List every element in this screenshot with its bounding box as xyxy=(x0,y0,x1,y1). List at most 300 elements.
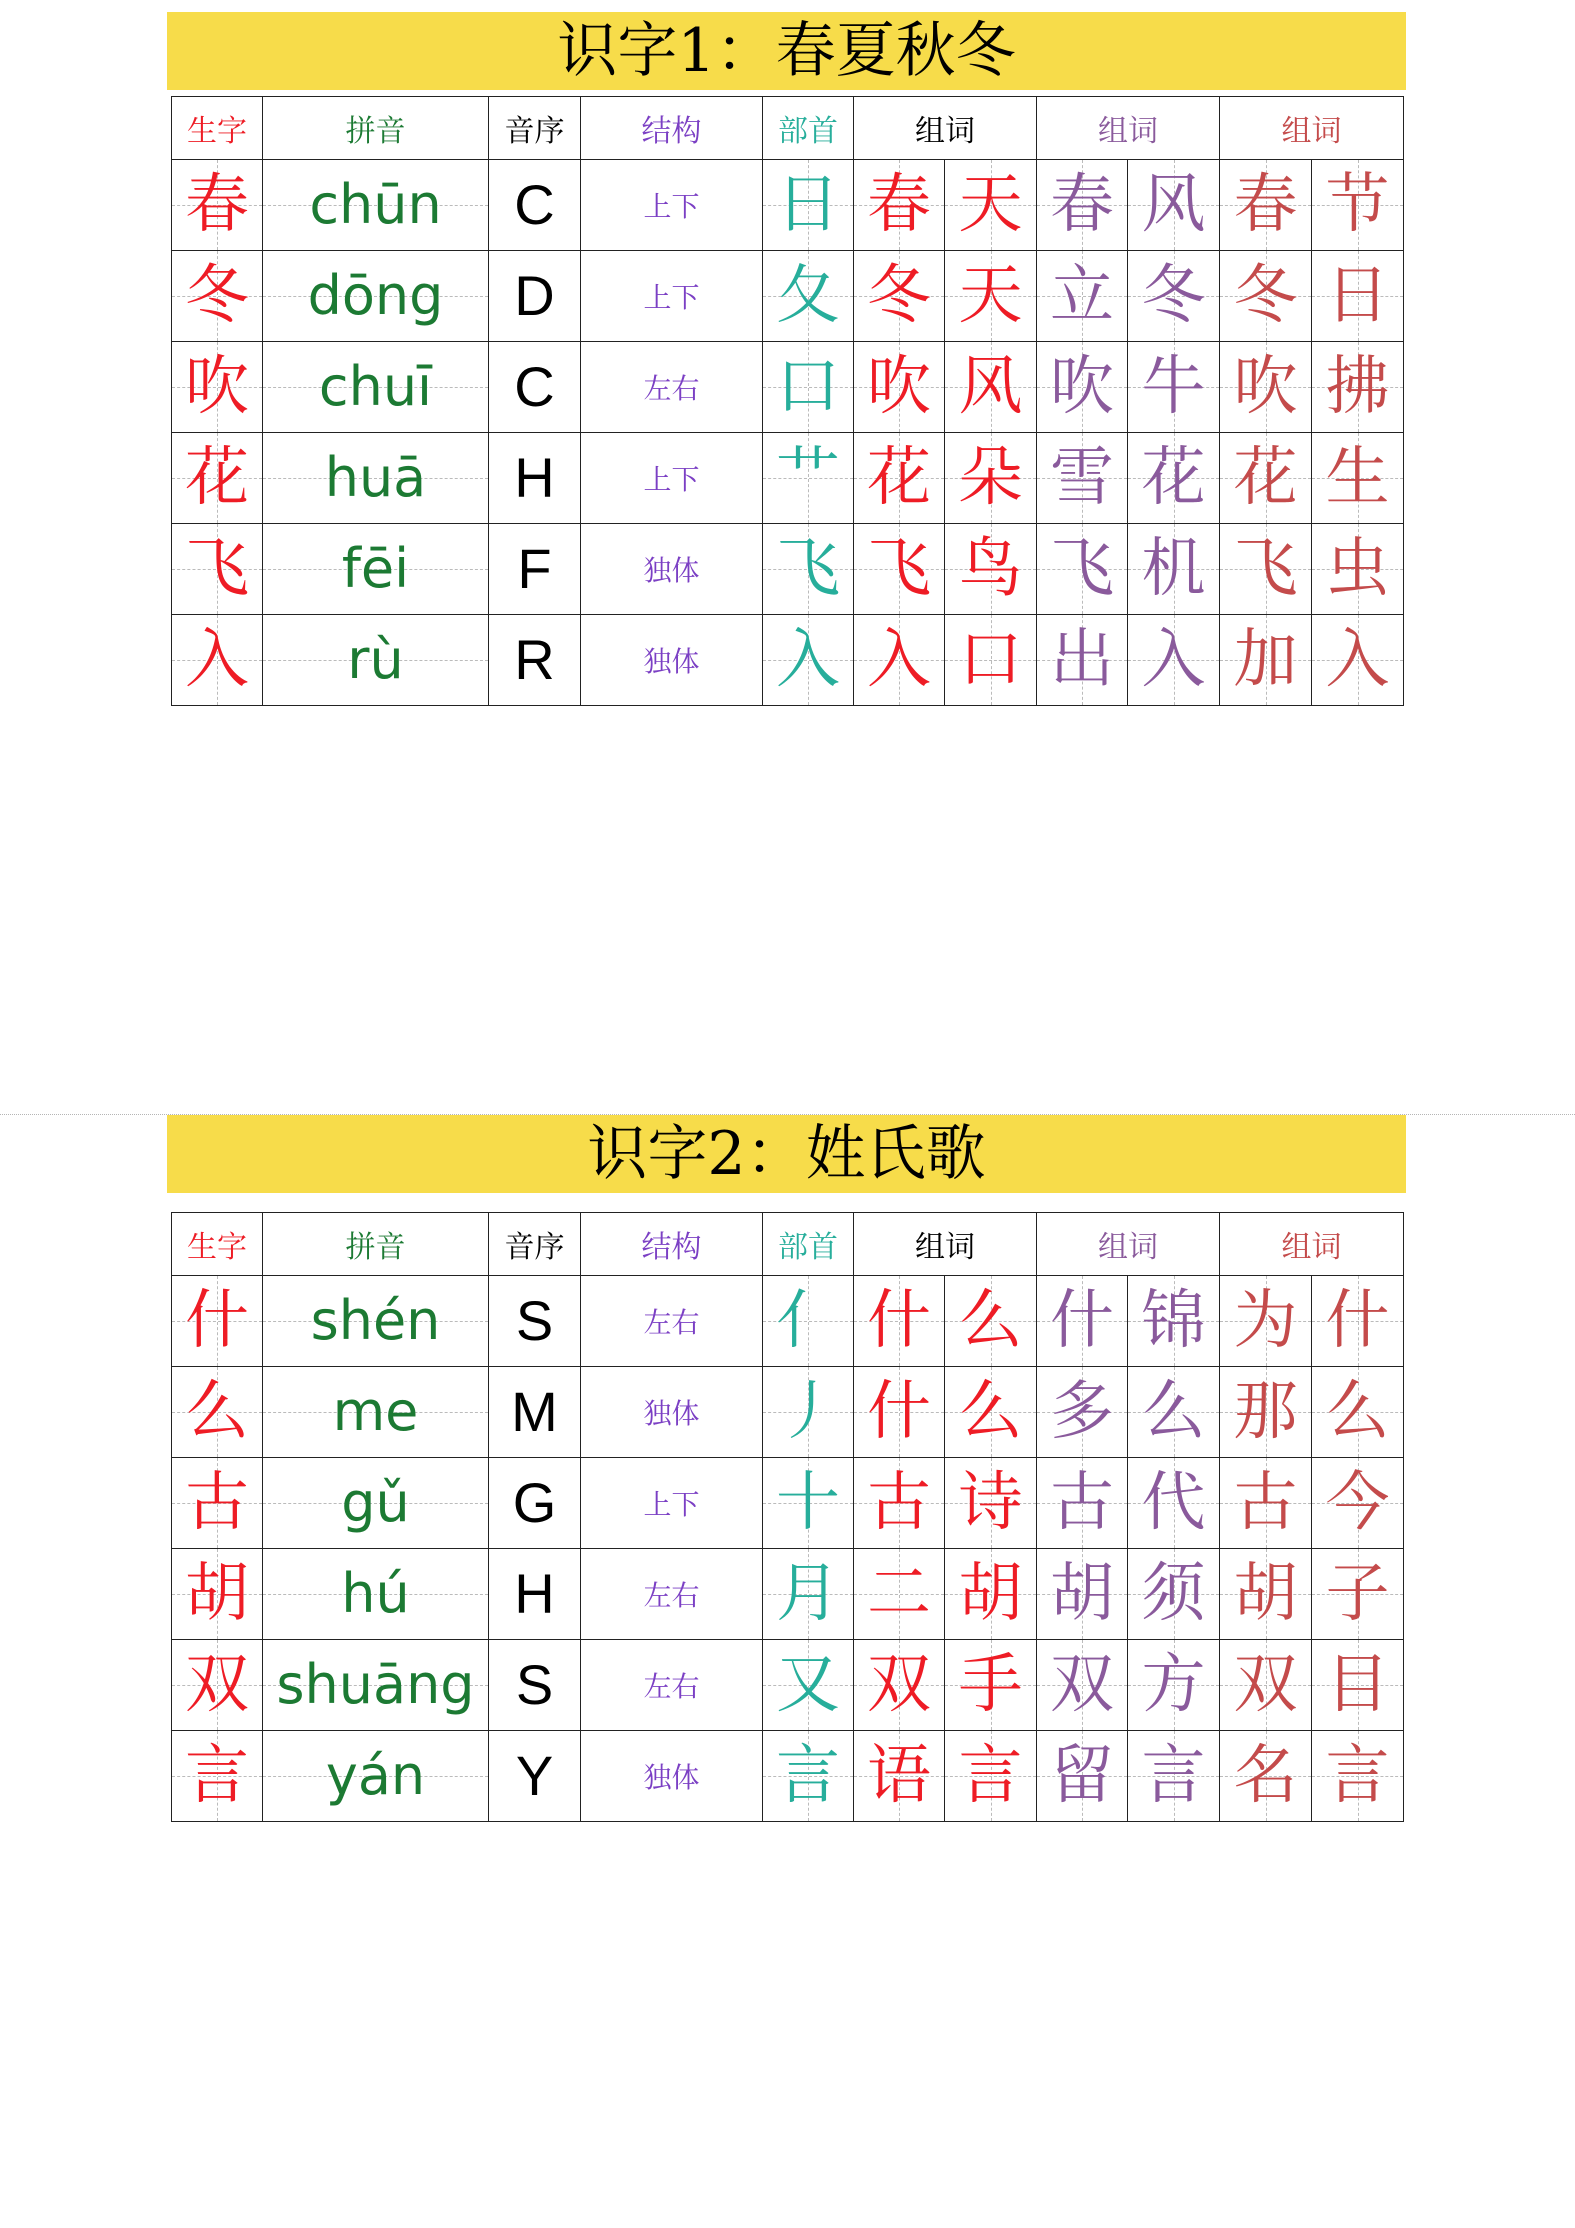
word2-char-1-text: 留 xyxy=(1050,1739,1114,1813)
pinyin-cell-text: shuāng xyxy=(276,1653,475,1716)
word1-char-2 xyxy=(945,433,1037,524)
order-cell xyxy=(489,1458,581,1549)
structure-cell xyxy=(581,160,763,251)
word2-char-1 xyxy=(1037,251,1128,342)
word3-char-1-text: 古 xyxy=(1233,1466,1298,1540)
order-cell xyxy=(489,433,581,524)
word2-char-1 xyxy=(1037,1549,1128,1640)
word2-char-1 xyxy=(1037,1731,1128,1822)
radical-cell xyxy=(763,524,854,615)
structure-cell xyxy=(581,1549,763,1640)
char-cell xyxy=(172,1640,263,1731)
structure-cell-text: 左右 xyxy=(643,1579,700,1612)
lesson-1-title: 识字1：春夏秋冬 xyxy=(557,16,1016,86)
table-row xyxy=(172,1367,1404,1458)
word2-char-2-text: 入 xyxy=(1141,623,1206,697)
radical-cell xyxy=(763,251,854,342)
word2-char-1 xyxy=(1037,1367,1128,1458)
word1-char-2 xyxy=(945,1731,1037,1822)
radical-cell-text: 日 xyxy=(776,168,840,242)
pinyin-cell xyxy=(263,1640,489,1731)
word2-char-2-text: 花 xyxy=(1141,441,1206,515)
pinyin-cell-text: dōng xyxy=(307,264,444,327)
header-structure xyxy=(581,97,763,160)
char-cell-text: 古 xyxy=(185,1466,249,1540)
header-char xyxy=(172,1213,263,1276)
structure-cell-text: 左右 xyxy=(643,1670,700,1703)
order-cell xyxy=(489,342,581,433)
word3-char-1-text: 胡 xyxy=(1233,1557,1298,1631)
radical-cell-text: 飞 xyxy=(776,532,840,606)
word2-char-2 xyxy=(1128,1276,1220,1367)
word1-char-1-text: 飞 xyxy=(867,532,931,606)
header-char xyxy=(172,97,263,160)
char-cell-text: 双 xyxy=(185,1648,249,1722)
char-cell-text: 花 xyxy=(185,441,249,515)
radical-cell-text: 亻 xyxy=(776,1284,840,1358)
word3-char-1 xyxy=(1220,433,1312,524)
header-order-text: 音序 xyxy=(504,1230,565,1265)
lesson-2-title-bar xyxy=(167,1115,1406,1193)
order-cell-text: H xyxy=(514,1562,555,1625)
word2-char-2 xyxy=(1128,342,1220,433)
word3-char-2-text: 拂 xyxy=(1325,350,1390,424)
pinyin-cell xyxy=(263,524,489,615)
word3-char-1-text: 加 xyxy=(1233,623,1298,697)
word3-char-1 xyxy=(1220,1731,1312,1822)
table-row xyxy=(172,342,1404,433)
table-row xyxy=(172,1549,1404,1640)
structure-cell-text: 独体 xyxy=(643,645,700,678)
radical-cell xyxy=(763,342,854,433)
char-cell-text: 吹 xyxy=(185,350,249,424)
pinyin-cell-text: yán xyxy=(325,1744,426,1807)
word2-char-2 xyxy=(1128,1549,1220,1640)
word3-char-1 xyxy=(1220,342,1312,433)
word3-char-1 xyxy=(1220,615,1312,706)
order-cell xyxy=(489,1367,581,1458)
word2-char-1 xyxy=(1037,1276,1128,1367)
pinyin-cell xyxy=(263,1731,489,1822)
word2-char-2 xyxy=(1128,251,1220,342)
structure-cell-text: 左右 xyxy=(643,372,700,405)
header-pinyin xyxy=(263,1213,489,1276)
char-cell xyxy=(172,160,263,251)
order-cell xyxy=(489,524,581,615)
word3-char-2-text: 子 xyxy=(1325,1557,1390,1631)
header-words-1 xyxy=(854,1213,1037,1276)
header-pinyin-text: 拼音 xyxy=(345,1230,406,1265)
structure-cell-text: 上下 xyxy=(643,190,700,223)
pinyin-cell-text: rù xyxy=(347,628,404,691)
radical-cell-text: 十 xyxy=(776,1466,840,1540)
structure-cell xyxy=(581,251,763,342)
word3-char-1-text: 名 xyxy=(1233,1739,1298,1813)
word2-char-2-text: 锦 xyxy=(1141,1284,1206,1358)
word3-char-2-text: 日 xyxy=(1325,259,1390,333)
header-words-2 xyxy=(1037,1213,1220,1276)
word1-char-2-text: 朵 xyxy=(958,441,1023,515)
structure-cell xyxy=(581,1367,763,1458)
structure-cell-text: 上下 xyxy=(643,463,700,496)
word2-char-2-text: 牛 xyxy=(1141,350,1206,424)
order-cell xyxy=(489,251,581,342)
word2-char-1 xyxy=(1037,160,1128,251)
char-cell-text: 春 xyxy=(185,168,249,242)
lesson-1-table xyxy=(171,96,1404,706)
header-row xyxy=(172,1213,1404,1276)
word1-char-1 xyxy=(854,1458,945,1549)
word3-char-2-text: 今 xyxy=(1325,1466,1390,1540)
radical-cell-text: 艹 xyxy=(776,441,840,515)
word3-char-1 xyxy=(1220,1458,1312,1549)
header-words-2-text: 组词 xyxy=(1098,114,1158,149)
pinyin-cell-text: fēi xyxy=(341,537,410,600)
word2-char-1-text: 多 xyxy=(1050,1375,1114,1449)
order-cell xyxy=(489,615,581,706)
pinyin-cell xyxy=(263,342,489,433)
word1-char-1-text: 语 xyxy=(867,1739,931,1813)
pinyin-cell-text: chuī xyxy=(318,355,433,418)
word1-char-2 xyxy=(945,160,1037,251)
order-cell-text: D xyxy=(514,264,555,327)
char-cell xyxy=(172,1276,263,1367)
word2-char-1-text: 飞 xyxy=(1050,532,1114,606)
word3-char-1-text: 花 xyxy=(1233,441,1298,515)
order-cell-text: G xyxy=(512,1471,557,1534)
word1-char-2-text: 么 xyxy=(958,1375,1023,1449)
pinyin-cell-text: gǔ xyxy=(341,1471,410,1534)
header-words-1 xyxy=(854,97,1037,160)
header-words-3-text: 组词 xyxy=(1281,114,1342,149)
header-structure xyxy=(581,1213,763,1276)
char-cell-text: 冬 xyxy=(185,259,249,333)
order-cell-text: F xyxy=(517,537,552,600)
radical-cell xyxy=(763,433,854,524)
word3-char-2-text: 目 xyxy=(1325,1648,1390,1722)
word1-char-1 xyxy=(854,342,945,433)
radical-cell-text: 丿 xyxy=(776,1375,840,1449)
word2-char-1 xyxy=(1037,433,1128,524)
structure-cell xyxy=(581,615,763,706)
pinyin-cell-text: hú xyxy=(341,1562,410,1625)
radical-cell xyxy=(763,1731,854,1822)
word1-char-2 xyxy=(945,615,1037,706)
char-cell xyxy=(172,1458,263,1549)
lesson-2-table xyxy=(171,1212,1404,1822)
order-cell-text: R xyxy=(514,628,555,691)
header-words-1-text: 组词 xyxy=(915,1230,975,1265)
word1-char-2 xyxy=(945,1458,1037,1549)
word1-char-1 xyxy=(854,251,945,342)
radical-cell xyxy=(763,1367,854,1458)
word3-char-2-text: 言 xyxy=(1325,1739,1390,1813)
radical-cell xyxy=(763,1640,854,1731)
order-cell-text: Y xyxy=(515,1744,554,1807)
word3-char-1 xyxy=(1220,524,1312,615)
header-words-1-text: 组词 xyxy=(915,114,975,149)
word1-char-1 xyxy=(854,615,945,706)
word2-char-2-text: 冬 xyxy=(1141,259,1206,333)
order-cell xyxy=(489,1640,581,1731)
pinyin-cell xyxy=(263,1458,489,1549)
header-words-3 xyxy=(1220,97,1404,160)
word1-char-1 xyxy=(854,160,945,251)
pinyin-cell-text: shén xyxy=(310,1289,441,1352)
word3-char-2-text: 节 xyxy=(1325,168,1390,242)
table-row xyxy=(172,433,1404,524)
radical-cell-text: 言 xyxy=(776,1739,840,1813)
word2-char-1 xyxy=(1037,1458,1128,1549)
table-row xyxy=(172,1640,1404,1731)
word3-char-1-text: 那 xyxy=(1233,1375,1298,1449)
word1-char-1 xyxy=(854,1731,945,1822)
pinyin-cell xyxy=(263,433,489,524)
word2-char-2-text: 风 xyxy=(1141,168,1206,242)
radical-cell xyxy=(763,1276,854,1367)
word1-char-2-text: 天 xyxy=(958,168,1023,242)
word2-char-1-text: 双 xyxy=(1050,1648,1114,1722)
word2-char-1-text: 春 xyxy=(1050,168,1114,242)
word3-char-2 xyxy=(1312,1731,1404,1822)
char-cell-text: 言 xyxy=(185,1739,249,1813)
word3-char-1 xyxy=(1220,1276,1312,1367)
word3-char-1 xyxy=(1220,1549,1312,1640)
char-cell xyxy=(172,524,263,615)
char-cell-text: 胡 xyxy=(185,1557,249,1631)
word2-char-2 xyxy=(1128,615,1220,706)
word2-char-2 xyxy=(1128,433,1220,524)
word2-char-1-text: 胡 xyxy=(1050,1557,1114,1631)
word3-char-2 xyxy=(1312,1367,1404,1458)
word1-char-1 xyxy=(854,1549,945,1640)
word1-char-1-text: 什 xyxy=(867,1375,931,1449)
word3-char-2 xyxy=(1312,1549,1404,1640)
word2-char-2-text: 须 xyxy=(1141,1557,1206,1631)
word1-char-2-text: 口 xyxy=(958,623,1023,697)
order-cell-text: C xyxy=(514,173,555,236)
word1-char-1-text: 花 xyxy=(867,441,931,515)
structure-cell-text: 左右 xyxy=(643,1306,700,1339)
word3-char-1 xyxy=(1220,1640,1312,1731)
table-row xyxy=(172,160,1404,251)
word3-char-2 xyxy=(1312,1276,1404,1367)
header-structure-text: 结构 xyxy=(641,1230,702,1265)
header-pinyin-text: 拼音 xyxy=(345,114,406,149)
word1-char-1 xyxy=(854,433,945,524)
word3-char-2-text: 生 xyxy=(1325,441,1390,515)
word1-char-1-text: 入 xyxy=(867,623,931,697)
word1-char-1-text: 古 xyxy=(867,1466,931,1540)
structure-cell-text: 独体 xyxy=(643,554,700,587)
word3-char-2 xyxy=(1312,524,1404,615)
word1-char-2-text: 天 xyxy=(958,259,1023,333)
word1-char-2-text: 手 xyxy=(958,1648,1023,1722)
word2-char-2 xyxy=(1128,1640,1220,1731)
word1-char-2 xyxy=(945,1549,1037,1640)
radical-cell xyxy=(763,1549,854,1640)
word2-char-1 xyxy=(1037,524,1128,615)
word1-char-1 xyxy=(854,1276,945,1367)
order-cell xyxy=(489,1549,581,1640)
word2-char-1 xyxy=(1037,1640,1128,1731)
pinyin-cell xyxy=(263,1276,489,1367)
pinyin-cell xyxy=(263,1549,489,1640)
order-cell xyxy=(489,1731,581,1822)
word2-char-2-text: 方 xyxy=(1141,1648,1206,1722)
word3-char-1-text: 双 xyxy=(1233,1648,1298,1722)
char-cell-text: 么 xyxy=(185,1375,249,1449)
radical-cell-text: 夂 xyxy=(776,259,840,333)
word3-char-1-text: 吹 xyxy=(1233,350,1298,424)
lesson-2-title: 识字2：姓氏歌 xyxy=(587,1119,986,1189)
pinyin-cell xyxy=(263,615,489,706)
word3-char-2 xyxy=(1312,251,1404,342)
table-row xyxy=(172,1458,1404,1549)
header-row xyxy=(172,97,1404,160)
word1-char-1-text: 吹 xyxy=(867,350,931,424)
char-cell xyxy=(172,615,263,706)
word2-char-2-text: 么 xyxy=(1141,1375,1206,1449)
word2-char-2-text: 言 xyxy=(1141,1739,1206,1813)
word2-char-1-text: 立 xyxy=(1050,259,1114,333)
word3-char-1-text: 为 xyxy=(1233,1284,1298,1358)
pinyin-cell xyxy=(263,160,489,251)
structure-cell-text: 独体 xyxy=(643,1397,700,1430)
pinyin-cell-text: huā xyxy=(324,446,427,509)
pinyin-cell-text: chūn xyxy=(309,173,442,236)
word1-char-1-text: 双 xyxy=(867,1648,931,1722)
header-radical-text: 部首 xyxy=(778,114,838,149)
word1-char-2-text: 胡 xyxy=(958,1557,1023,1631)
word3-char-2-text: 入 xyxy=(1325,623,1390,697)
header-structure-text: 结构 xyxy=(641,114,702,149)
radical-cell-text: 入 xyxy=(776,623,840,697)
structure-cell-text: 上下 xyxy=(643,1488,700,1521)
lesson-1-title-bar xyxy=(167,12,1406,90)
structure-cell xyxy=(581,342,763,433)
word2-char-2-text: 机 xyxy=(1141,532,1206,606)
word2-char-1-text: 吹 xyxy=(1050,350,1114,424)
header-radical xyxy=(763,1213,854,1276)
pinyin-cell-text: me xyxy=(332,1380,419,1443)
header-words-2-text: 组词 xyxy=(1098,1230,1158,1265)
word2-char-2 xyxy=(1128,524,1220,615)
pinyin-cell xyxy=(263,251,489,342)
radical-cell-text: 口 xyxy=(776,350,840,424)
radical-cell xyxy=(763,1458,854,1549)
word1-char-2 xyxy=(945,524,1037,615)
structure-cell xyxy=(581,1276,763,1367)
word3-char-2 xyxy=(1312,160,1404,251)
structure-cell xyxy=(581,524,763,615)
order-cell xyxy=(489,1276,581,1367)
word3-char-1-text: 冬 xyxy=(1233,259,1298,333)
header-order xyxy=(489,97,581,160)
header-char-text: 生字 xyxy=(187,1230,247,1265)
word1-char-1-text: 二 xyxy=(867,1557,931,1631)
structure-cell-text: 上下 xyxy=(643,281,700,314)
order-cell xyxy=(489,160,581,251)
structure-cell xyxy=(581,1731,763,1822)
char-cell xyxy=(172,342,263,433)
word1-char-1-text: 冬 xyxy=(867,259,931,333)
word3-char-1 xyxy=(1220,251,1312,342)
order-cell-text: S xyxy=(515,1653,554,1716)
word2-char-1 xyxy=(1037,615,1128,706)
char-cell-text: 飞 xyxy=(185,532,249,606)
word2-char-2 xyxy=(1128,1458,1220,1549)
char-cell xyxy=(172,1549,263,1640)
structure-cell xyxy=(581,1458,763,1549)
table-row xyxy=(172,251,1404,342)
radical-cell xyxy=(763,160,854,251)
header-pinyin xyxy=(263,97,489,160)
table-row xyxy=(172,615,1404,706)
word1-char-2-text: 鸟 xyxy=(958,532,1023,606)
radical-cell xyxy=(763,615,854,706)
char-cell-text: 什 xyxy=(185,1284,249,1358)
word2-char-1-text: 出 xyxy=(1050,623,1114,697)
char-cell xyxy=(172,1367,263,1458)
header-order xyxy=(489,1213,581,1276)
table-row xyxy=(172,1731,1404,1822)
word3-char-2 xyxy=(1312,342,1404,433)
word3-char-1-text: 春 xyxy=(1233,168,1298,242)
word2-char-2 xyxy=(1128,160,1220,251)
word3-char-1 xyxy=(1220,160,1312,251)
structure-cell xyxy=(581,433,763,524)
word1-char-2-text: 么 xyxy=(958,1284,1023,1358)
table-row xyxy=(172,1276,1404,1367)
structure-cell-text: 独体 xyxy=(643,1761,700,1794)
word1-char-1 xyxy=(854,524,945,615)
order-cell-text: S xyxy=(515,1289,554,1352)
char-cell xyxy=(172,1731,263,1822)
word3-char-2-text: 什 xyxy=(1325,1284,1390,1358)
word3-char-2 xyxy=(1312,1458,1404,1549)
word3-char-2 xyxy=(1312,1640,1404,1731)
word1-char-2 xyxy=(945,1640,1037,1731)
word1-char-2 xyxy=(945,1367,1037,1458)
word1-char-1-text: 什 xyxy=(867,1284,931,1358)
word3-char-2 xyxy=(1312,433,1404,524)
word1-char-1-text: 春 xyxy=(867,168,931,242)
header-words-3-text: 组词 xyxy=(1281,1230,1342,1265)
word2-char-1-text: 雪 xyxy=(1050,441,1114,515)
word1-char-2 xyxy=(945,251,1037,342)
word1-char-1 xyxy=(854,1640,945,1731)
radical-cell-text: 月 xyxy=(776,1557,840,1631)
word1-char-2 xyxy=(945,342,1037,433)
order-cell-text: M xyxy=(511,1380,558,1443)
word2-char-2 xyxy=(1128,1367,1220,1458)
word1-char-2-text: 诗 xyxy=(958,1466,1023,1540)
header-words-3 xyxy=(1220,1213,1404,1276)
word1-char-2 xyxy=(945,1276,1037,1367)
char-cell xyxy=(172,251,263,342)
pinyin-cell xyxy=(263,1367,489,1458)
char-cell-text: 入 xyxy=(185,623,249,697)
table-row xyxy=(172,524,1404,615)
word2-char-2-text: 代 xyxy=(1141,1466,1206,1540)
header-radical xyxy=(763,97,854,160)
word2-char-1-text: 古 xyxy=(1050,1466,1114,1540)
word1-char-2-text: 风 xyxy=(958,350,1023,424)
order-cell-text: H xyxy=(514,446,555,509)
header-words-2 xyxy=(1037,97,1220,160)
word3-char-2 xyxy=(1312,615,1404,706)
